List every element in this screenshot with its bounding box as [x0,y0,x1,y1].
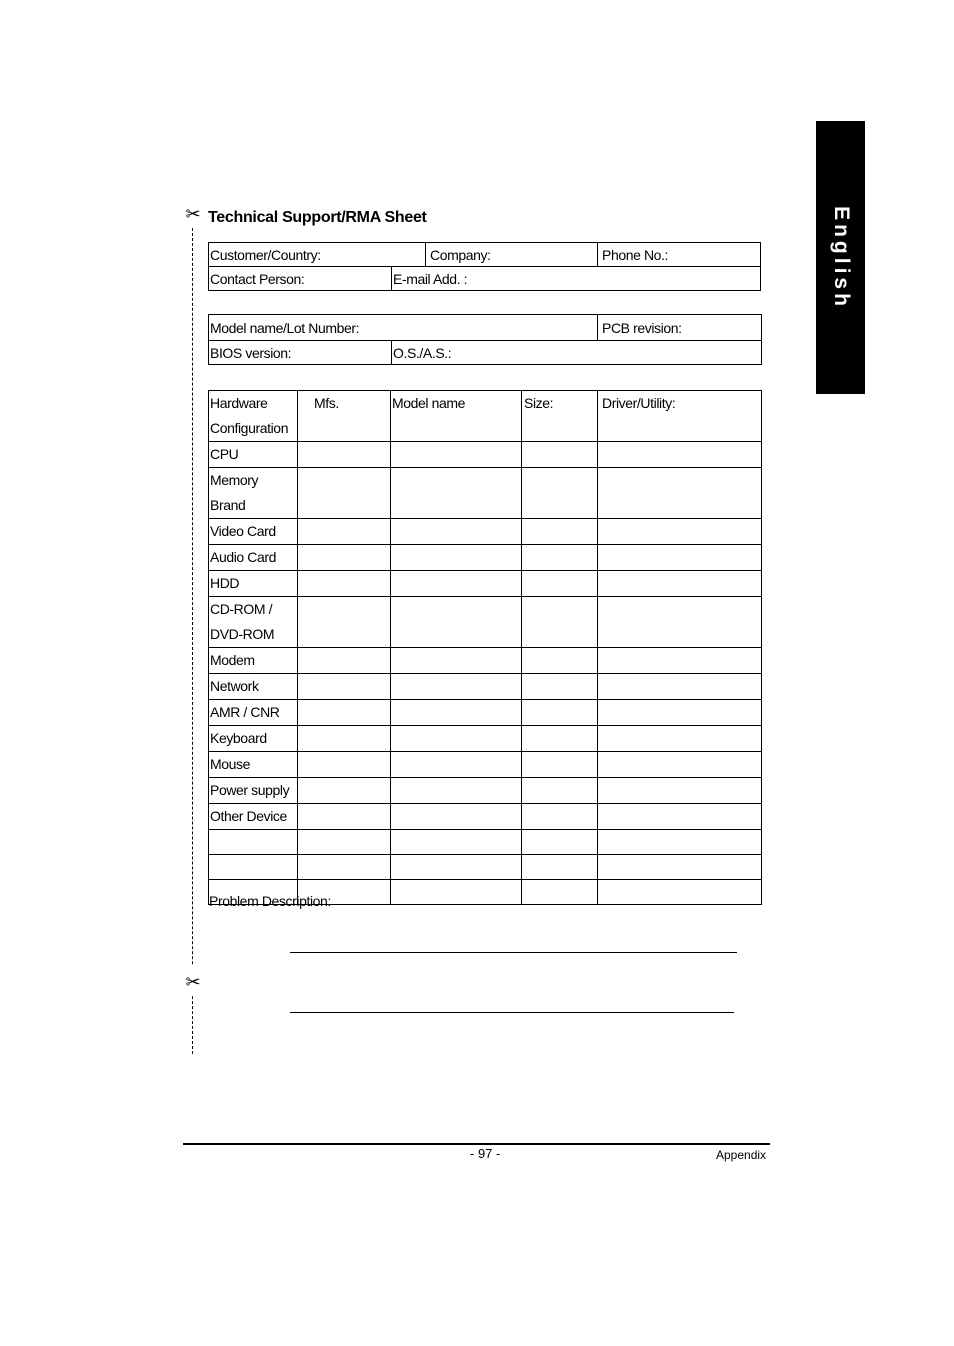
size-cell[interactable] [522,468,598,519]
hardware-label-cell [209,726,298,752]
hardware-label: Other Device [210,808,287,824]
driver-utility-cell[interactable] [598,752,762,778]
header-hardware [209,391,298,442]
bios-version-field[interactable]: BIOS version: [209,341,392,365]
driver-utility-cell[interactable] [598,597,762,648]
hardware-label: CPU [210,446,239,462]
header-model-name: Model name [391,391,522,442]
phone-field[interactable]: Phone No.: [598,243,761,267]
size-cell[interactable] [522,880,598,905]
hardware-label: Memory [210,472,259,488]
hardware-label-cell [209,674,298,700]
table-row [209,571,762,597]
size-cell[interactable] [522,674,598,700]
size-cell[interactable] [522,778,598,804]
model-name-cell[interactable] [391,830,522,855]
model-name-cell[interactable] [391,726,522,752]
table-row [209,778,762,804]
hardware-label-cell [209,648,298,674]
table-row [209,700,762,726]
hardware-table [208,390,762,905]
mfs-cell[interactable] [298,545,391,571]
driver-utility-cell[interactable] [598,855,762,880]
language-tab [816,121,865,394]
mfs-cell[interactable] [298,804,391,830]
os-as-field[interactable]: O.S./A.S.: [392,341,762,365]
table-row [209,442,762,468]
table-row [209,545,762,571]
hardware-label-cell [209,700,298,726]
table-row [209,519,762,545]
product-info-table [208,314,762,365]
table-row [209,726,762,752]
hardware-label-cell [209,597,298,648]
table-row [209,855,762,880]
header-size: Size: [522,391,598,442]
header-mfs: Mfs. [298,391,391,442]
hardware-label: Mouse [210,756,251,772]
model-name-cell[interactable] [391,700,522,726]
table-row [209,752,762,778]
model-name-cell[interactable] [391,571,522,597]
hardware-label-cell [209,804,298,830]
hardware-label: Network [210,678,259,694]
hardware-label-cell [209,778,298,804]
size-cell[interactable] [522,752,598,778]
hardware-label: CD-ROM / [210,601,273,617]
hardware-label: HDD [210,575,240,591]
model-name-cell[interactable] [391,648,522,674]
footer-rule [183,1143,770,1145]
size-cell[interactable] [522,545,598,571]
model-name-cell[interactable] [391,855,522,880]
mfs-cell[interactable] [298,674,391,700]
model-name-cell[interactable] [391,674,522,700]
model-name-cell[interactable] [391,778,522,804]
description-line[interactable] [290,1012,734,1013]
mfs-cell[interactable] [298,468,391,519]
driver-utility-cell[interactable] [598,830,762,855]
driver-utility-cell[interactable] [598,880,762,905]
email-field[interactable]: E-mail Add. : [392,267,761,291]
table-row [209,674,762,700]
driver-utility-cell[interactable] [598,545,762,571]
customer-info-table [208,242,761,291]
cut-line [192,228,193,1054]
size-cell[interactable] [522,648,598,674]
pcb-revision-field[interactable]: PCB revision: [598,315,762,341]
model-name-cell[interactable] [391,519,522,545]
size-cell[interactable] [522,726,598,752]
hardware-label: Audio Card [210,549,277,565]
model-name-cell[interactable] [391,468,522,519]
driver-utility-cell[interactable] [598,442,762,468]
mfs-cell[interactable] [298,752,391,778]
size-cell[interactable] [522,700,598,726]
model-lot-field[interactable]: Model name/Lot Number: [209,315,598,341]
mfs-cell[interactable] [298,648,391,674]
mfs-cell[interactable] [298,597,391,648]
sheet-title: Technical Support/RMA Sheet [208,209,427,226]
driver-utility-cell[interactable] [598,726,762,752]
driver-utility-cell[interactable] [598,468,762,519]
hardware-label-cell [209,571,298,597]
hardware-label: Modem [210,652,255,668]
header-driver-utility: Driver/Utility: [598,391,762,442]
driver-utility-cell[interactable] [598,674,762,700]
mfs-cell[interactable] [298,519,391,545]
page-number: - 97 - [470,1146,501,1161]
driver-utility-cell[interactable] [598,804,762,830]
size-cell[interactable] [522,597,598,648]
customer-country-field[interactable]: Customer/Country: [209,243,426,267]
description-line[interactable] [290,952,737,953]
hardware-label: AMR / CNR [210,704,280,720]
hardware-label-cell [209,468,298,519]
table-row [209,468,762,519]
driver-utility-cell[interactable] [598,648,762,674]
mfs-cell[interactable] [298,700,391,726]
model-name-cell[interactable] [391,880,522,905]
driver-utility-cell[interactable] [598,571,762,597]
hardware-label-cell [209,519,298,545]
mfs-cell[interactable] [298,855,391,880]
hardware-label-cell [209,855,298,880]
mfs-cell[interactable] [298,830,391,855]
hardware-label: DVD-ROM [210,626,275,642]
driver-utility-cell[interactable] [598,519,762,545]
mfs-cell[interactable] [298,726,391,752]
mfs-cell[interactable] [298,571,391,597]
model-name-cell[interactable] [391,597,522,648]
problem-description-label: Problem Description: [209,893,331,909]
scissors-icon: ✂ [185,972,201,992]
table-row [209,597,762,648]
hardware-label-cell [209,752,298,778]
table-row [209,830,762,855]
header-hardware-line2: Configuration [210,420,289,436]
size-cell[interactable] [522,519,598,545]
header-hardware-line1: Hardware [210,395,268,411]
table-row [209,648,762,674]
driver-utility-cell[interactable] [598,778,762,804]
size-cell[interactable] [522,855,598,880]
hardware-label: Brand [210,497,246,513]
hardware-label: Video Card [210,523,276,539]
hardware-label: Keyboard [210,730,267,746]
hardware-label: Power supply [210,782,290,798]
size-cell[interactable] [522,571,598,597]
hardware-label-cell [209,830,298,855]
contact-person-field[interactable]: Contact Person: [209,267,392,291]
driver-utility-cell[interactable] [598,700,762,726]
model-name-cell[interactable] [391,752,522,778]
scissors-icon: ✂ [185,204,201,224]
model-name-cell[interactable] [391,442,522,468]
hardware-label-cell [209,545,298,571]
table-row [209,804,762,830]
size-cell[interactable] [522,804,598,830]
table-header-row [209,391,762,442]
company-field[interactable]: Company: [426,243,598,267]
size-cell[interactable] [522,830,598,855]
size-cell[interactable] [522,442,598,468]
mfs-cell[interactable] [298,442,391,468]
model-name-cell[interactable] [391,545,522,571]
language-tab-label: English [829,205,853,310]
mfs-cell[interactable] [298,778,391,804]
footer-section-label: Appendix [716,1148,767,1162]
model-name-cell[interactable] [391,804,522,830]
hardware-label-cell [209,442,298,468]
